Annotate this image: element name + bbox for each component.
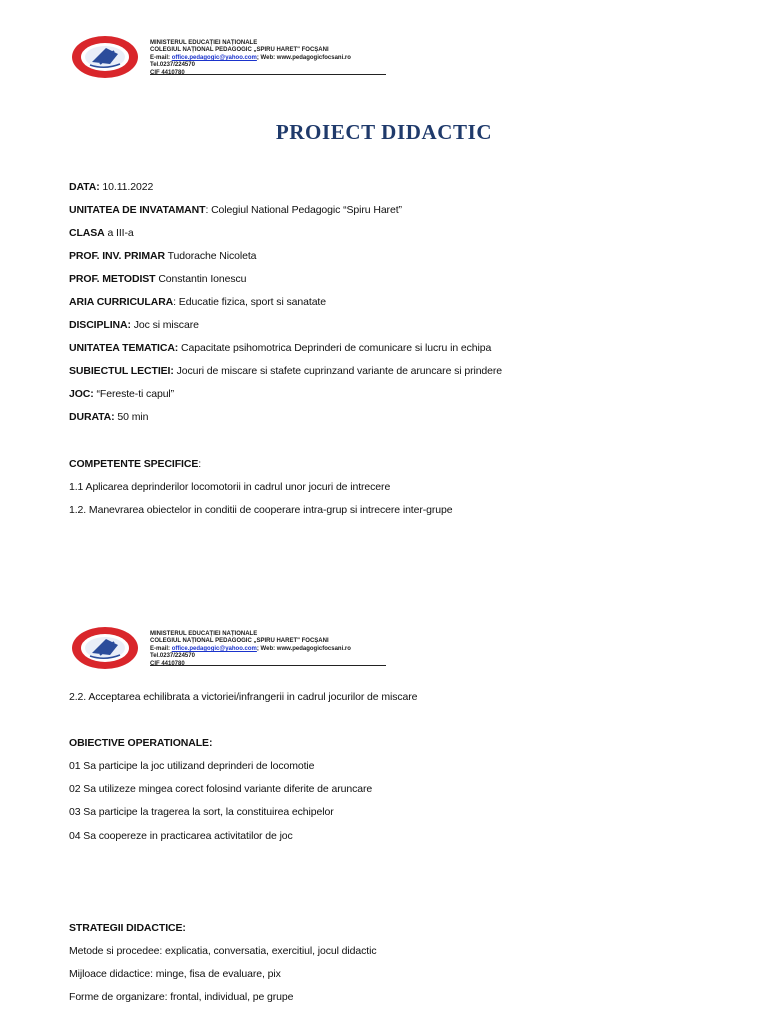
- contact-line: E-mail: office.pedagogic@yahoo.com; Web: www.pedagogicfocsani.ro: [150, 54, 351, 61]
- phone: Tel.0237/224570: [150, 653, 195, 660]
- obiectiv-item: 02 Sa utilizeze mingea corect folosind variante diferite de aruncare: [69, 783, 373, 795]
- field-subiectul: SUBIECTUL LECTIEI: Jocuri de miscare si stafete cuprinzand variante de aruncare si prindere: [69, 365, 503, 377]
- cif: CIF 4410780: [150, 69, 185, 76]
- contact-line: E-mail: office.pedagogic@yahoo.com; Web: www.pedagogicfocsani.ro: [150, 645, 351, 652]
- document-title: PROIECT DIDACTIC: [275, 120, 493, 144]
- competenta-item: 1.1 Aplicarea deprinderilor locomotorii in cadrul unor jocuri de intrecere: [69, 481, 391, 493]
- email-link[interactable]: office.pedagogic@yahoo.com: [171, 645, 257, 652]
- field-durata: DURATA: 50 min: [69, 411, 149, 423]
- field-unitatea-tematica: UNITATEA TEMATICA: Capacitate psihomotrica Deprinderi de comunicare si lucru in echipa: [69, 342, 492, 354]
- obiectiv-item: 03 Sa participe la tragerea la sort, la constituirea echipelor: [69, 806, 334, 818]
- header-divider: [150, 74, 386, 75]
- cif: CIF 4410780: [150, 660, 185, 667]
- field-aria-curriculara: ARIA CURRICULARA: Educatie fizica, sport si sanatate: [69, 296, 326, 308]
- competenta-item: 2.2. Acceptarea echilibrata a victoriei/infrangerii in cadrul jocurilor de miscare: [69, 691, 418, 703]
- field-data: DATA: 10.11.2022: [69, 181, 154, 193]
- header-block-repeat: [66, 624, 396, 672]
- field-prof-inv: PROF. INV. PRIMAR Tudorache Nicoleta: [69, 250, 257, 262]
- field-prof-metodist: PROF. METODIST Constantin Ionescu: [69, 273, 247, 285]
- strategie-item: Forme de organizare: frontal, individual, pe grupe: [69, 991, 294, 1003]
- field-disciplina: DISCIPLINA: Joc si miscare: [69, 319, 199, 331]
- college-name: COLEGIUL NAȚIONAL PEDAGOGIC „SPIRU HARET" FOCȘANI: [150, 638, 329, 645]
- phone: Tel.0237/224570: [150, 62, 195, 69]
- strategie-item: Mijloace didactice: minge, fisa de evaluare, pix: [69, 968, 281, 980]
- field-joc: JOC: “Fereste-ti capul”: [69, 388, 175, 400]
- email-link[interactable]: office.pedagogic@yahoo.com: [171, 54, 257, 61]
- header-divider: [150, 665, 386, 666]
- school-seal-logo-icon: [70, 625, 140, 671]
- obiectiv-item: 04 Sa coopereze in practicarea activitatilor de joc: [69, 830, 293, 842]
- ministry-name: MINISTERUL EDUCAȚIEI NAȚIONALE: [150, 631, 258, 637]
- header-block: [66, 33, 396, 81]
- college-name: COLEGIUL NAȚIONAL PEDAGOGIC „SPIRU HARET" FOCȘANI: [150, 47, 329, 54]
- section-heading-competente: COMPETENTE SPECIFICE:: [69, 458, 202, 470]
- section-heading-obiective: OBIECTIVE OPERATIONALE:: [69, 737, 213, 749]
- section-heading-strategii: STRATEGII DIDACTICE:: [69, 922, 186, 934]
- field-clasa: CLASA a III-a: [69, 227, 134, 239]
- competenta-item: 1.2. Manevrarea obiectelor in conditii de cooperare intra-grup si intrecere inter-grupe: [69, 504, 453, 516]
- strategie-item: Metode si procedee: explicatia, conversatia, exercitiul, jocul didactic: [69, 945, 377, 957]
- field-unitatea: UNITATEA DE INVATAMANT: Colegiul National Pedagogic “Spiru Haret”: [69, 204, 402, 216]
- school-seal-logo-icon: [70, 34, 140, 80]
- obiectiv-item: 01 Sa participe la joc utilizand deprinderi de locomotie: [69, 760, 315, 772]
- ministry-name: MINISTERUL EDUCAȚIEI NAȚIONALE: [150, 40, 258, 46]
